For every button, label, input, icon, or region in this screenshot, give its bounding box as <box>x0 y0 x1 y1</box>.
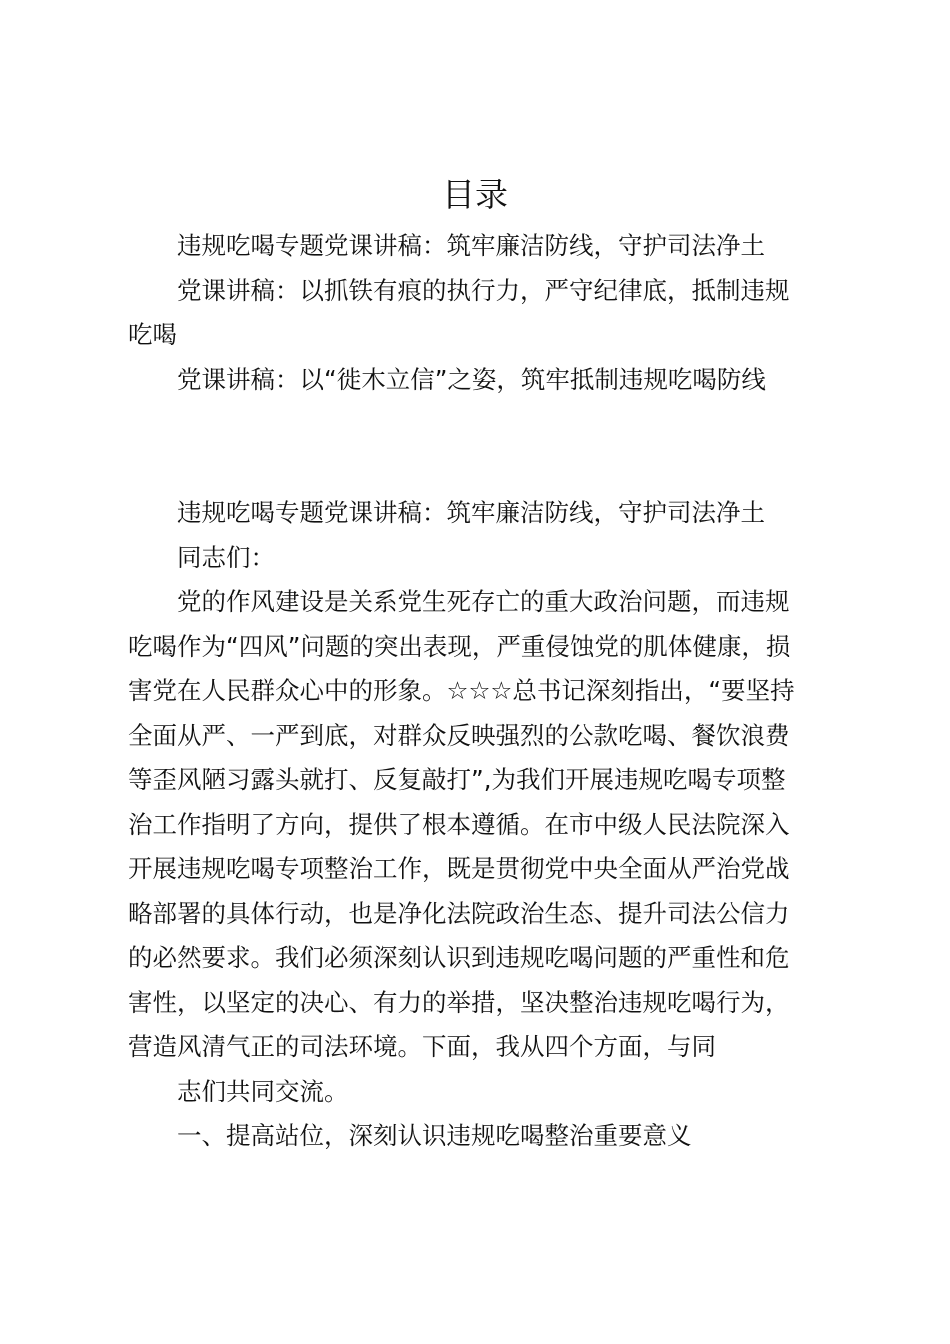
salutation: 同志们： <box>177 542 275 572</box>
intro-line: 略部署的具体行动，也是净化法院政治生态、提升司法公信力 <box>128 898 790 928</box>
intro-line: 的必然要求。我们必须深刻认识到违规吃喝问题的严重性和危 <box>128 943 790 972</box>
article-body <box>128 491 823 1159</box>
intro-line: 害党在人民群众心中的形象。☆☆☆总书记深刻指出，“要坚持 <box>128 676 795 705</box>
intro-paragraph <box>128 580 823 1114</box>
intro-line: 等歪风陋习露头就打、反复敲打”,为我们开展违规吃喝专项整 <box>128 765 786 794</box>
toc-item-1: 违规吃喝专题党课讲稿：筑牢廉洁防线，守护司法净土 <box>177 231 765 260</box>
intro-line: 党的作风建设是关系党生死存亡的重大政治问题，而违规 <box>177 587 790 616</box>
intro-line: 营造风清气正的司法环境。下面，我从四个方面，与同 <box>128 1032 716 1061</box>
intro-line: 害性，以坚定的决心、有力的举措，坚决整治违规吃喝行为， <box>128 987 790 1017</box>
table-of-contents <box>128 224 823 402</box>
section-heading-1: 一、提高站位，深刻认识违规吃喝整治重要意义 <box>177 1121 692 1150</box>
article-heading: 违规吃喝专题党课讲稿：筑牢廉洁防线，守护司法净土 <box>177 498 765 527</box>
intro-line: 开展违规吃喝专项整治工作，既是贯彻党中央全面从严治党战 <box>128 854 790 883</box>
intro-line: 全面从严、一严到底，对群众反映强烈的公款吃喝、餐饮浪费 <box>128 720 790 750</box>
toc-title: 目录 <box>442 175 508 214</box>
toc-item-2: 党课讲稿：以抓铁有痕的执行力，严守纪律底，抵制违规 <box>177 275 790 305</box>
toc-item-3: 党课讲稿：以“徙木立信”之姿，筑牢抵制违规吃喝防线 <box>177 364 766 394</box>
toc-item-2-continuation: 吃喝 <box>128 320 177 349</box>
intro-line: 治工作指明了方向，提供了根本遵循。在市中级人民法院深入 <box>128 809 790 839</box>
intro-line: 吃喝作为“四风”问题的突出表现，严重侵蚀党的肌体健康，损 <box>128 631 791 661</box>
intro-line-tail: 志们共同交流。 <box>177 1076 349 1106</box>
